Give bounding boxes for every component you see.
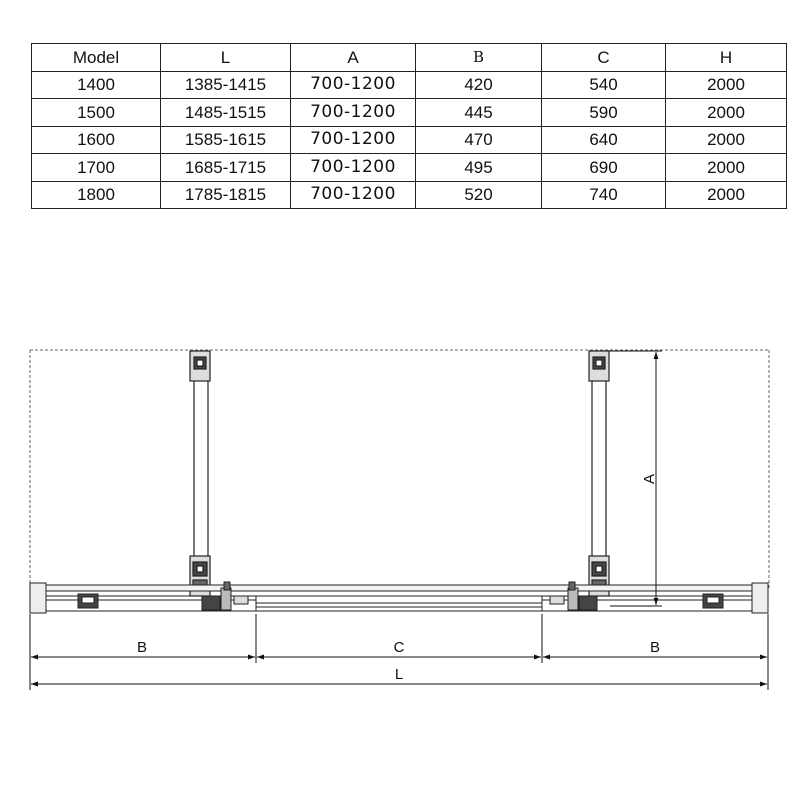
dimension-l-label: L — [394, 666, 404, 683]
cell-model: 1500 — [32, 99, 161, 127]
cell-c: 640 — [542, 126, 666, 154]
cell-c: 690 — [542, 154, 666, 182]
bottom-rail-assembly — [30, 583, 768, 613]
cell-model: 1600 — [32, 126, 161, 154]
left-support-bar — [190, 351, 210, 596]
cell-h: 2000 — [666, 154, 787, 182]
cell-b: 520 — [416, 181, 542, 209]
header-c: C — [542, 44, 666, 72]
header-model: Model — [32, 44, 161, 72]
header-b: B — [416, 44, 542, 72]
cell-a: 700-1200 — [291, 181, 416, 209]
cell-b: 470 — [416, 126, 542, 154]
dimension-c-label: C — [393, 639, 405, 656]
cell-a: 700-1200 — [291, 126, 416, 154]
dimension-b-right-label: B — [649, 639, 661, 656]
enclosure-outline — [30, 350, 769, 588]
cell-model: 1700 — [32, 154, 161, 182]
cell-c: 540 — [542, 71, 666, 99]
cell-a: 700-1200 — [291, 99, 416, 127]
header-h: H — [666, 44, 787, 72]
cell-a: 700-1200 — [291, 154, 416, 182]
cell-b: 420 — [416, 71, 542, 99]
roller-left — [78, 594, 98, 608]
cell-b: 495 — [416, 154, 542, 182]
cell-l: 1385-1415 — [161, 71, 291, 99]
cell-model: 1400 — [32, 71, 161, 99]
cell-h: 2000 — [666, 181, 787, 209]
header-a: A — [291, 44, 416, 72]
cell-h: 2000 — [666, 126, 787, 154]
header-l: L — [161, 44, 291, 72]
dimension-b-left-label: B — [136, 639, 148, 656]
cell-a: 700-1200 — [291, 71, 416, 99]
cell-l: 1785-1815 — [161, 181, 291, 209]
cell-h: 2000 — [666, 99, 787, 127]
cell-model: 1800 — [32, 181, 161, 209]
dimension-a-label: A — [641, 473, 658, 485]
cell-h: 2000 — [666, 71, 787, 99]
right-support-bar — [589, 351, 609, 596]
cell-b: 445 — [416, 99, 542, 127]
cell-l: 1585-1615 — [161, 126, 291, 154]
cell-l: 1685-1715 — [161, 154, 291, 182]
cell-c: 740 — [542, 181, 666, 209]
cell-l: 1485-1515 — [161, 99, 291, 127]
roller-right — [703, 594, 723, 608]
cell-c: 590 — [542, 99, 666, 127]
